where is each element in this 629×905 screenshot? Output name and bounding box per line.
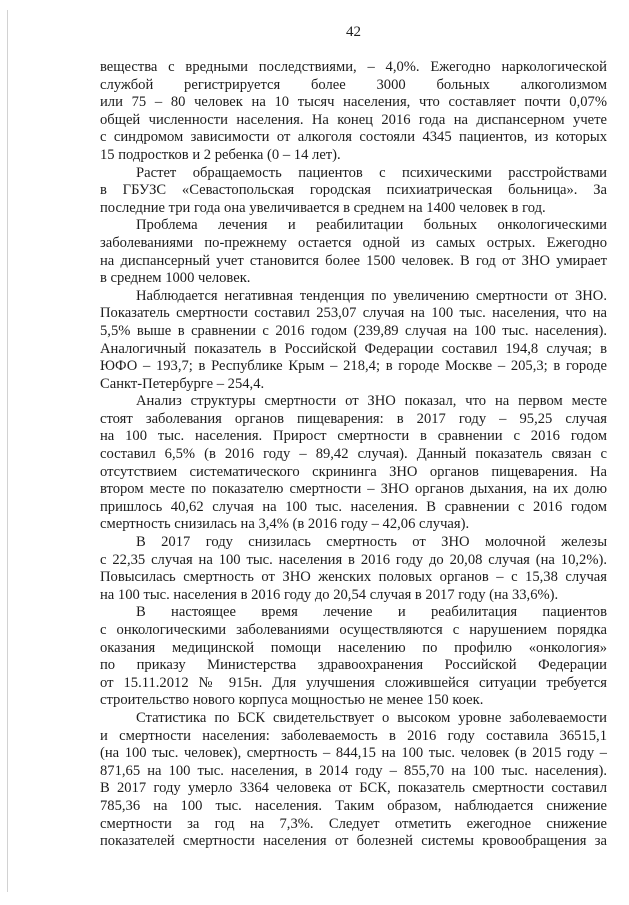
paragraph-oncology-problem [100,217,607,287]
text-line: Растет обращаемость пациентов с психическими расстройствами [136,164,607,181]
text-line: на 100 тыс. населения в 2016 году до 20,54 случая в 2017 году (на 33,6%). [100,586,559,603]
text-line: составил 6,5% (в 2016 году – 89,42 случая). Данный показатель связан с [100,446,607,463]
text-line: и смертности населения: заболеваемость в 2016 году составила 36515,1 [100,727,607,744]
body-text [100,59,607,851]
text-line: стоят заболевания органов пищеварения: в 2017 году – 95,25 случая [100,410,607,427]
text-line: или 75 – 80 человек на 10 тысяч населения, что составляет почти 0,07% [100,94,607,111]
text-line: Показатель смертности составил 253,07 случая на 100 тыс. населения, что на [100,305,607,322]
paragraph-alcoholism-registry [100,59,607,165]
paragraph-cancer-mortality-trend [100,288,607,394]
text-line: с 22,35 случая на 100 тыс. населения в 2016 году до 20,08 случая (на 10,2%). [100,551,607,568]
text-line: службой регистрируется более 3000 больных алкоголизмом [100,76,607,93]
text-line: Аналогичный показатель в Российской Федерации составил 194,8 случая; в [100,340,607,357]
text-line: отсутствием систематического скрининга ЗНО органов пищеварения. На [100,463,607,480]
text-line: 785,36 на 100 тыс. населения. Таким образом, наблюдается снижение [100,797,607,814]
text-line: последние три года она увеличивается в среднем на 1400 человек в год. [100,199,546,216]
text-line: оказания медицинской помощи населению по профилю «онкология» [100,639,607,656]
text-line: общей численности населения. На конец 2016 года на диспансерном учете [100,111,607,128]
text-line: от 15.11.2012 № 915н. Для улучшения сложившейся ситуации требуется [100,674,607,691]
text-line: строительство нового корпуса мощностью не менее 150 коек. [100,692,484,709]
text-line: смертности за год на 7,3%. Следует отметить ежегодное снижение [100,815,607,832]
scan-edge [7,10,8,892]
text-line: на диспансерный учет становится более 1500 человек. В год от ЗНО умирает [100,252,607,269]
page-number: 42 [346,24,361,40]
text-line: В 2017 году умерло 3364 человека от БСК, показатель смертности составил [100,780,607,797]
text-line: на 100 тыс. населения. Прирост смертности в сравнении с 2016 годом [100,428,607,445]
text-line: В настоящее время лечение и реабилитация пациентов [136,604,607,621]
paragraph-breast-gynecologic-cancer [100,534,607,604]
paragraph-cardiovascular-statistics [100,710,607,851]
text-line: заболеваниями по-прежнему остается одной из самых острых. Ежегодно [100,234,607,251]
text-line: с онкологическими заболеваниями осуществляются с нарушением порядка [100,622,607,638]
text-line: В 2017 году снизилась смертность от ЗНО молочной железы [136,534,607,551]
text-line: ЮФО – 193,7; в Республике Крым – 218,4; в городе Москве – 205,3; в городе [100,358,607,375]
text-line: пришлось 40,62 случая на 100 тыс. населения. В сравнении с 2016 годом [100,498,607,515]
text-line: показателей смертности населения от болезней системы кровообращения за [100,833,607,850]
text-line: Наблюдается негативная тенденция по увеличению смертности от ЗНО. [136,287,607,304]
text-line: Статистика по БСК свидетельствует о высоком уровне заболеваемости [136,709,607,726]
text-line: 15 подростков и 2 ребенка (0 – 14 лет). [100,146,341,163]
paragraph-cancer-mortality-structure [100,393,607,534]
text-line: смертность снизилась на 3,4% (в 2016 году – 42,06 случая). [100,516,470,533]
text-line: в ГБУЗС «Севастопольская городская психиатрическая больница». За [100,182,607,199]
paragraph-oncology-treatment-order [100,604,607,710]
text-line: вещества с вредными последствиями, – 4,0%. Ежегодно наркологической [100,59,607,75]
text-line: 5,5% выше в сравнении с 2016 годом (239,89 случая на 100 тыс. населения). [100,322,607,339]
paragraph-psychiatric-care [100,165,607,218]
text-line: Анализ структуры смертности от ЗНО показал, что на первом месте [136,393,607,410]
text-line: (на 100 тыс. человек), смертность – 844,15 на 100 тыс. человек (в 2015 году – [100,745,607,762]
text-line: Проблема лечения и реабилитации больных онкологическими [136,217,607,234]
text-line: в среднем 1000 человек. [100,270,251,287]
text-line: по приказу Министерства здравоохранения Российской Федерации [100,657,607,674]
text-line: 871,65 на 100 тыс. населения, в 2014 году – 855,70 на 100 тыс. населения). [100,762,607,779]
text-line: с синдромом зависимости от алкоголя состояли 4345 пациентов, из которых [100,129,607,146]
text-line: Санкт-Петербурге – 254,4. [100,375,265,392]
text-line: втором месте по показателю смертности – ЗНО органов дыхания, на их долю [100,481,607,498]
text-line: Повысилась смертность от ЗНО женских половых органов – с 15,38 случая [100,569,607,586]
